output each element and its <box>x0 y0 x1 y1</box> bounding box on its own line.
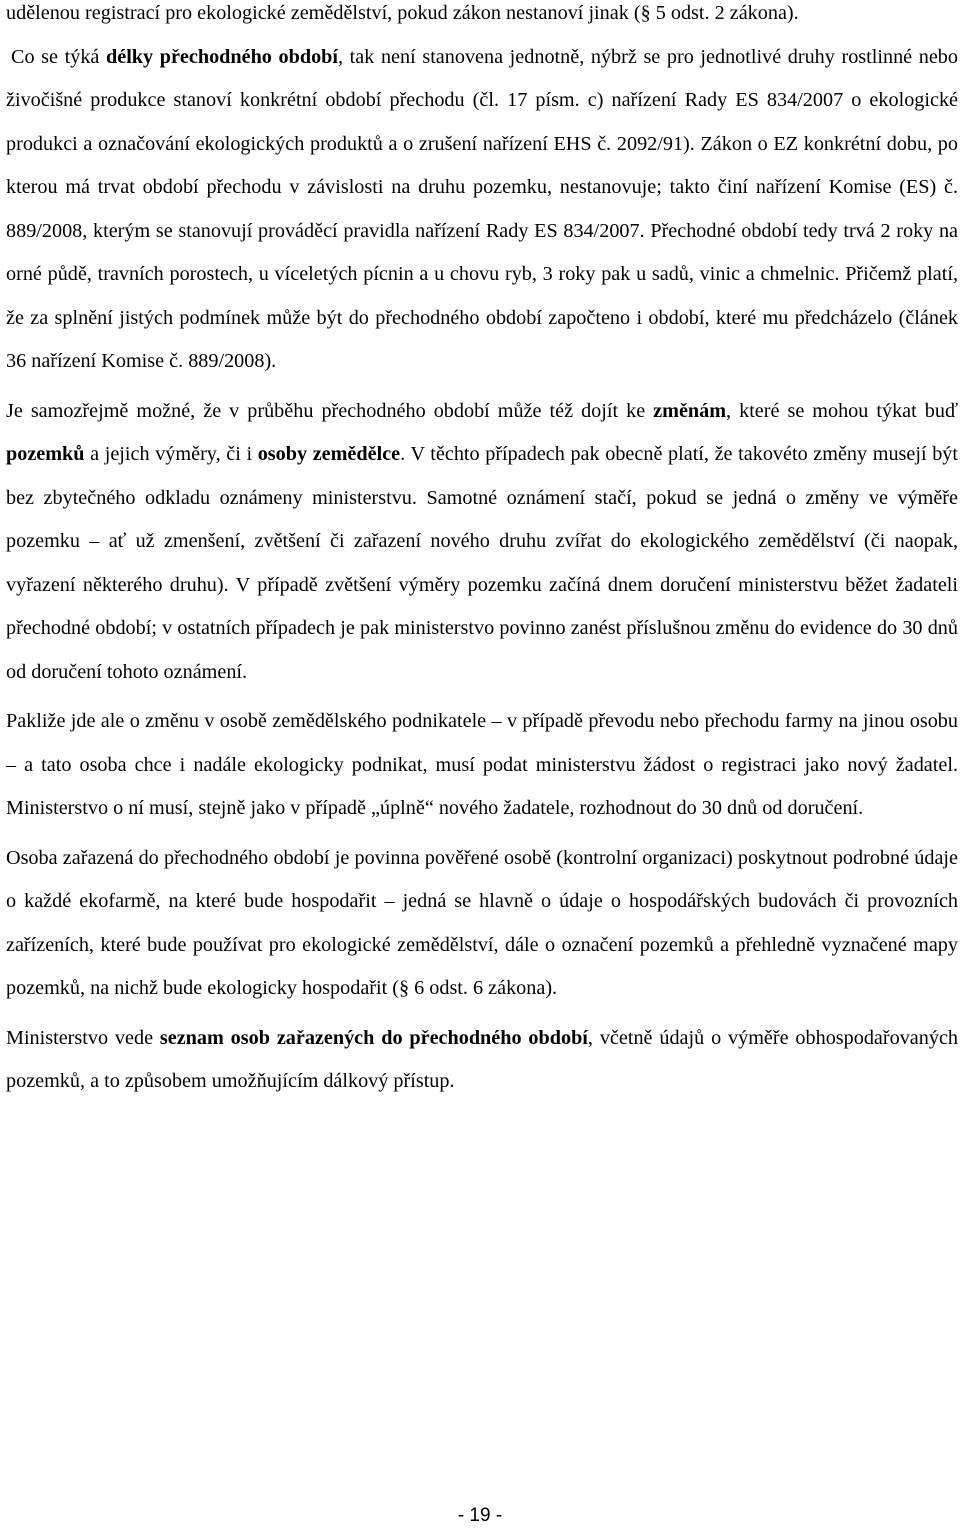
paragraph-owner-change <box>6 700 958 831</box>
paragraph-changes <box>6 390 958 695</box>
text-span: Je samozřejmě možné, že v průběhu přechodného období může též dojít ke <box>6 399 654 422</box>
bold-term: pozemků <box>6 443 85 465</box>
text-span: a jejich výměry, či i <box>84 443 258 465</box>
paragraph-registry <box>6 1017 958 1104</box>
text-span: Osoba zařazená do přechodného období je povinna pověřené osobě (kontrolní organizaci) poskytnout podrobné údaje o každé ekofarmě, na které bude hospodařit – jedná se hlavně o údaje o hospodářských budovách či provozních zařízeních, které bude používat pro ekologické zemědělství, dále o označení pozemků a přehledně vyznačené mapy pozemků, na nichž bude ekologicky hospodařit (§ 6 odst. 6 zákona). <box>6 846 958 999</box>
document-page <box>6 0 958 1104</box>
text-span: , tak není stanovena jednotně, nýbrž se pro jednotlivé druhy rostlinné nebo živočišné produkce stanoví konkrétní období přechodu (čl. 17 písm. c) nařízení Rady ES 834/2007 o ekologické produkci a označování ekologických produktů a o zrušení nařízení EHS č. 2092/91). Zákon o EZ konkrétní dobu, po kterou má trvat období přechodu v závislosti na druhu pozemku, nestanovuje; takto činí nařízení Komise (ES) č. 889/2008, kterým se stanovují prováděcí pravidla nařízení Rady ES 834/2007. Přechodné období tedy trvá 2 roky na orné půdě, travních porostech, u víceletých pícnin a u chovu ryb, 3 roky pak u sadů, vinic a chmelnic. Přičemž platí, že za splnění jistých podmínek může být do přechodného období započteno i období, které mu předcházelo (článek 36 nařízení Komise č. 889/2008). <box>6 45 958 372</box>
bold-term: délky přechodného období <box>106 45 339 68</box>
text-span: . V těchto případech pak obecně platí, že takovéto změny musejí být bez zbytečného odkladu oznámeny ministerstvu. Samotné oznámení stačí, pokud se jedná o změny ve výměře pozemku – ať už zmenšení, zvětšení či zařazení nového druhu zvířat do ekologického zemědělství (či naopak, vyřazení některého druhu). V případě zvětšení výměry pozemku začíná dnem doručení ministerstvu běžet žadateli přechodné období; v ostatních případech je pak ministerstvo povinno zanést příslušnou změnu do evidence do 30 dnů od doručení tohoto oznámení. <box>6 443 959 683</box>
bold-term: změnám <box>653 399 727 422</box>
paragraph-farm-details <box>6 837 958 1011</box>
page-number: - 19 - <box>457 1505 503 1526</box>
text-span: , včetně údajů o výměře obhospodařovaných pozemků, a to způsobem umožňujícím dálkový přístup. <box>6 1026 959 1092</box>
bold-term: osoby zemědělce <box>257 443 401 465</box>
text-span: , které se mohou týkat buď <box>726 399 958 422</box>
bold-term: seznam osob zařazených do přechodného období <box>159 1026 588 1049</box>
text-span: Pakliže jde ale o změnu v osobě zemědělského podnikatele – v případě převodu nebo přechodu farmy na jinou osobu – a tato osoba chce i nadále ekologicky podnikat, musí podat ministerstvu žádost o registraci jako nový žadatel. Ministerstvo o ní musí, stejně jako v případě „úplně“ nového žadatele, rozhodnout do 30 dnů od doručení. <box>6 710 958 819</box>
text-span: Co se týká <box>11 45 106 68</box>
text-span: udělenou registrací pro ekologické zemědělství, pokud zákon nestanoví jinak (§ 5 odst. 2 zákona). <box>6 2 799 24</box>
paragraph-transition-period <box>6 0 958 384</box>
text-span: Ministerstvo vede <box>6 1026 160 1049</box>
